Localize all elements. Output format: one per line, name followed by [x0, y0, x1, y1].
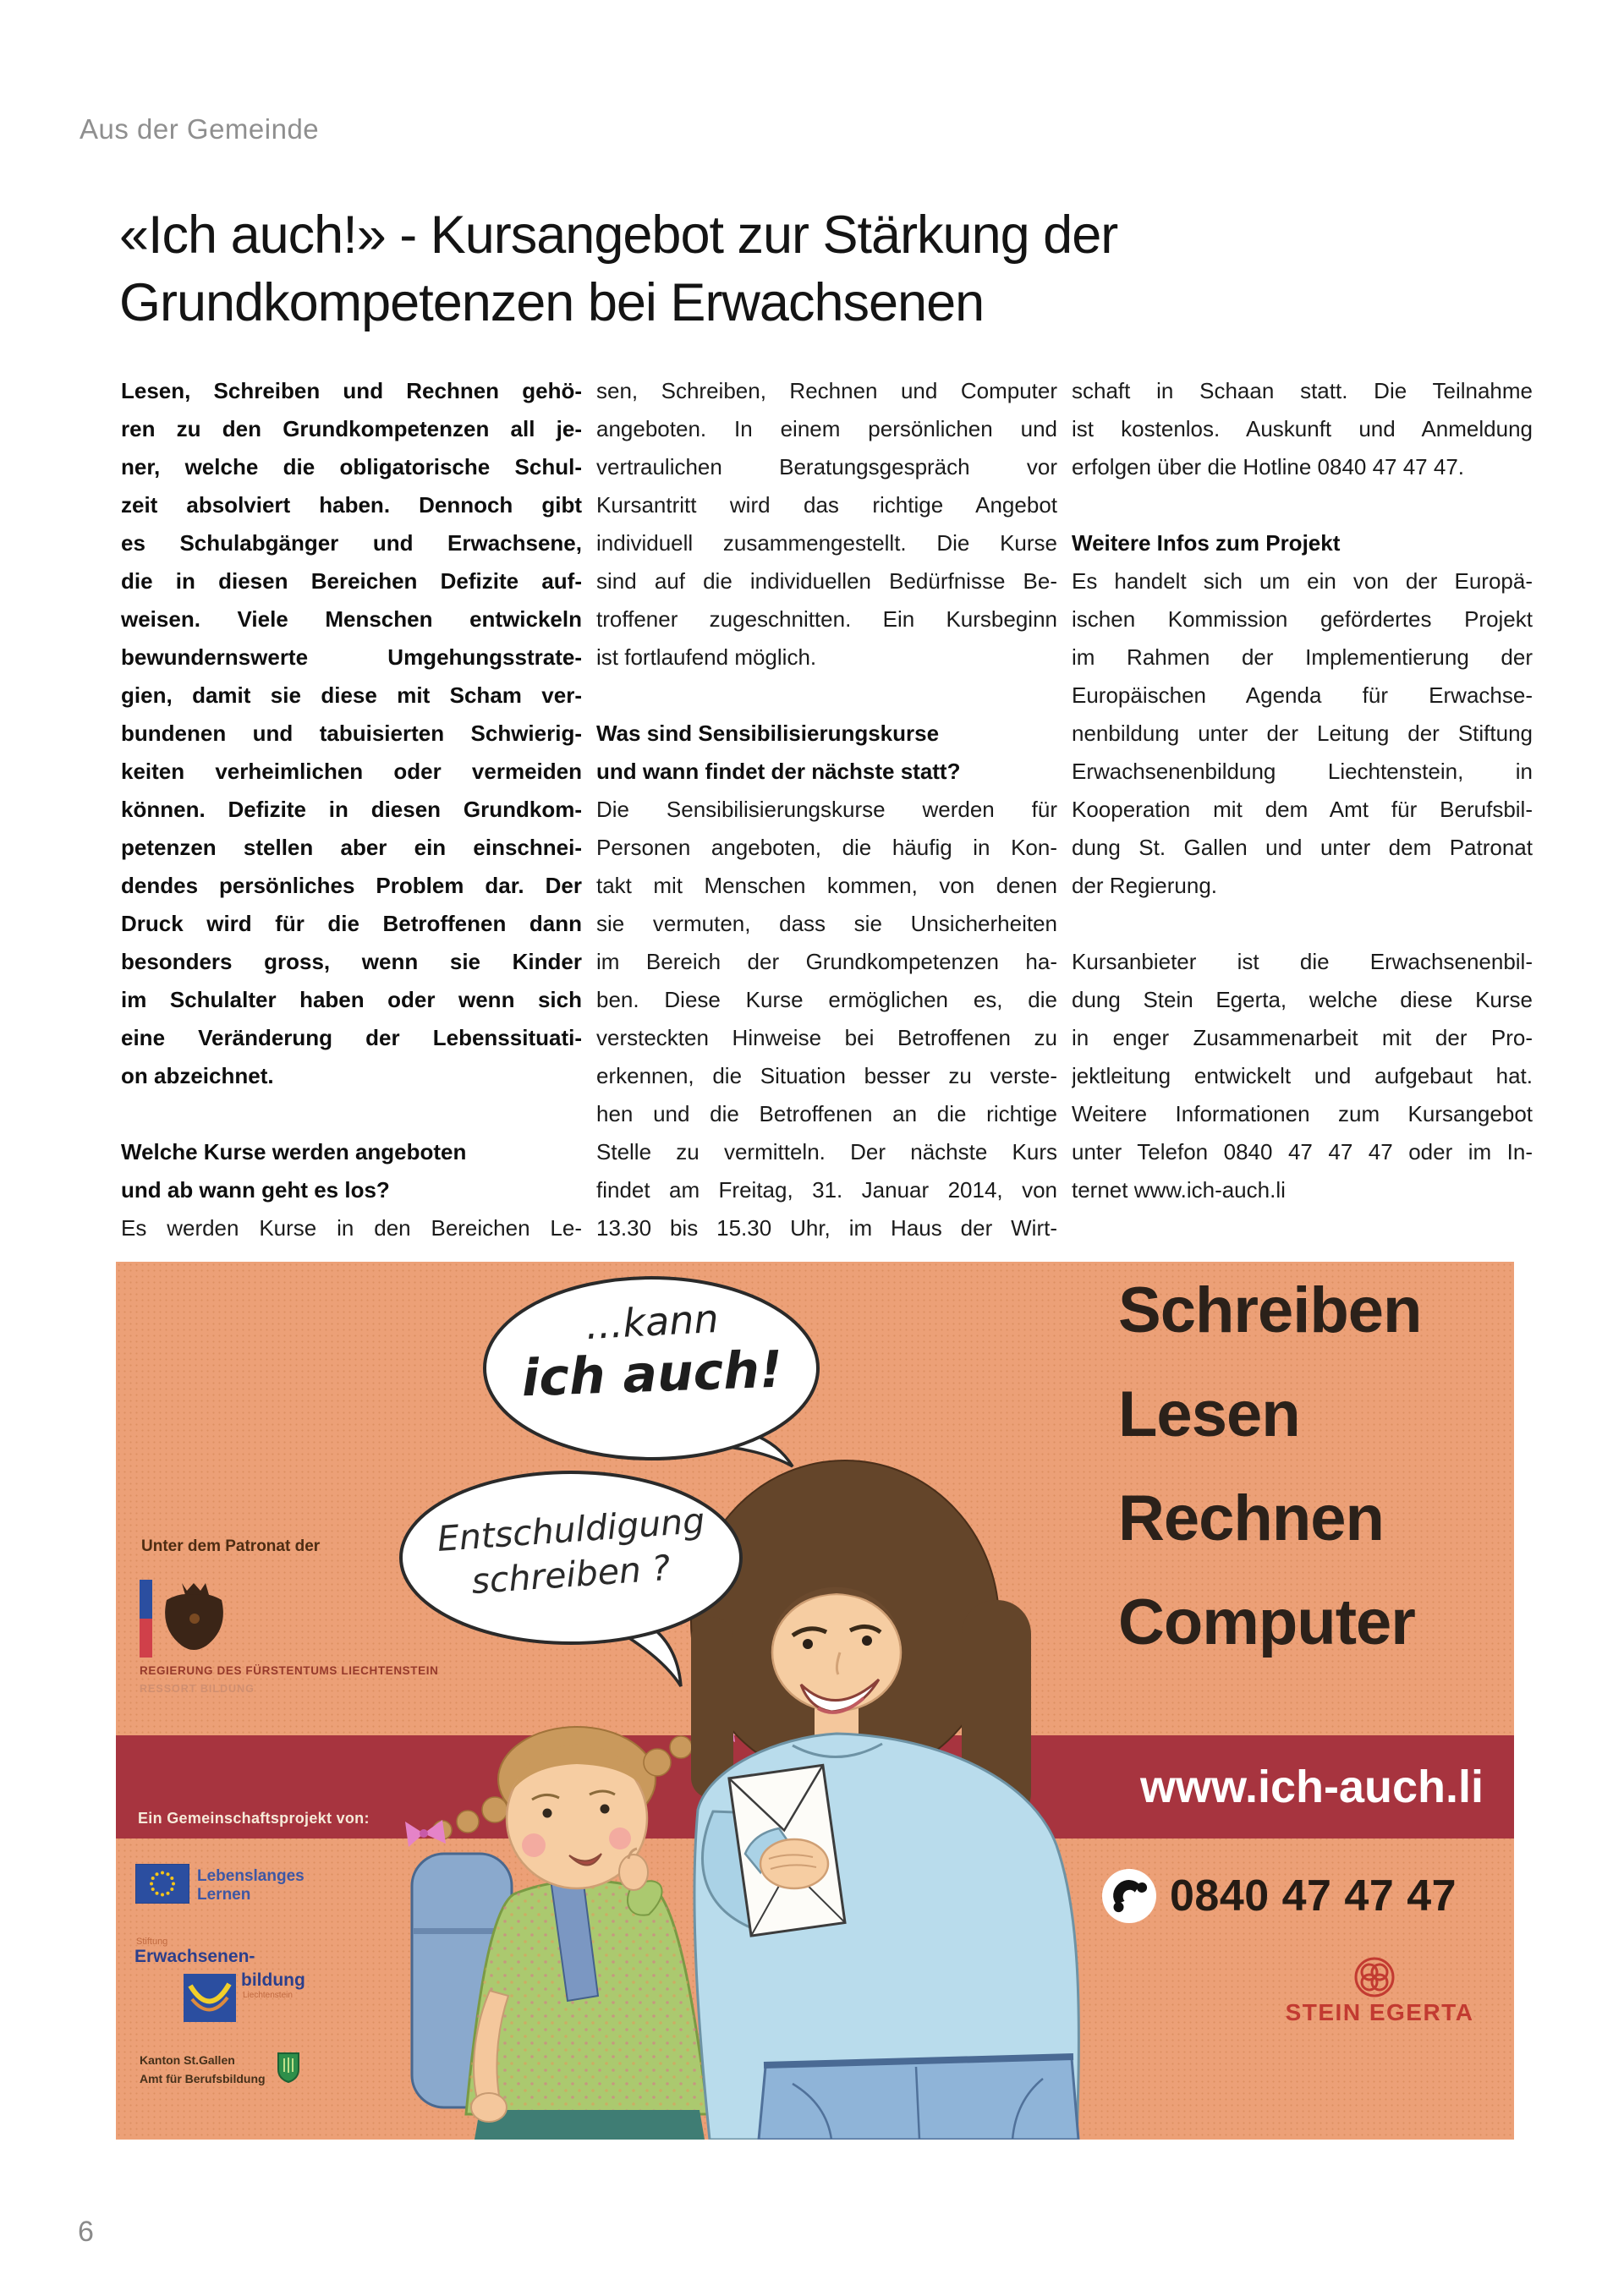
text-line: dung St. Gallen und unter dem Patronat — [1072, 835, 1533, 860]
text-line: Weitere Informationen zum Kursangebot — [1072, 1101, 1533, 1126]
text-line: 13.30 bis 15.30 Uhr, im Haus der Wirt- — [596, 1215, 1057, 1241]
article-title-line1: «Ich auch!» - Kursangebot zur Stärkung der — [119, 205, 1118, 265]
bubble2-text-line1: Entschuldigung — [436, 1500, 706, 1559]
paragraph — [121, 372, 582, 1095]
text-line: ben. Diese Kurse ermöglichen es, die — [596, 987, 1057, 1012]
text-line: ternet www.ich-auch.li — [1072, 1177, 1286, 1203]
text-line: ner, welche die obligatorische Schul- — [121, 454, 582, 479]
text-line: bewundernswerte Umgehungsstrate- — [121, 644, 582, 670]
text-line: unter Telefon 0840 47 47 47 oder im In- — [1072, 1139, 1533, 1164]
text-line: dendes persönliches Problem dar. Der — [121, 873, 582, 898]
eu-program-line1: Lebenslanges — [197, 1867, 304, 1885]
paragraph-heading — [596, 715, 1057, 791]
text-line: takt mit Menschen kommen, von denen — [596, 873, 1057, 898]
text-line: der Regierung. — [1072, 873, 1217, 898]
kanton-line1: Kanton St.Gallen — [140, 2053, 235, 2067]
paragraph — [596, 791, 1057, 1247]
erwachsenenbildung-line2: bildung — [241, 1970, 305, 1990]
stein-egerta-knot-icon — [1352, 1955, 1396, 1999]
text-line: Erwachsenenbildung Liechtenstein, in — [1072, 759, 1533, 784]
kanton-line2: Amt für Berufsbildung — [140, 2072, 266, 2085]
stiftung-label: Stiftung — [136, 1937, 168, 1947]
text-line: Die Sensibilisierungskurse werden für — [596, 797, 1057, 822]
skill-schreiben: Schreiben — [1118, 1274, 1422, 1346]
phone-icon — [1100, 1867, 1158, 1925]
government-line2: RESSORT BILDUNG — [140, 1683, 255, 1695]
text-line: und ab wann geht es los? — [121, 1177, 390, 1203]
text-line: Kursantritt wird das richtige Angebot — [596, 492, 1057, 518]
text-line: Personen angeboten, die häufig in Kon- — [596, 835, 1057, 860]
text-line: findet am Freitag, 31. Januar 2014, von — [596, 1177, 1057, 1203]
website-url: www.ich-auch.li — [1139, 1762, 1484, 1812]
text-line: hen und die Betroffenen an die richtige — [596, 1101, 1057, 1126]
text-line: troffener zugeschnitten. Ein Kursbeginn — [596, 606, 1057, 632]
liechtenstein-flag-bar — [140, 1580, 152, 1658]
text-line: erfolgen über die Hotline 0840 47 47 47. — [1072, 454, 1465, 479]
text-line: petenzen stellen aber ein einschnei- — [121, 835, 582, 860]
text-line: sie vermuten, dass sie Unsicherheiten — [596, 911, 1057, 936]
paragraph — [1072, 943, 1533, 1209]
article-title-line2: Grundkompetenzen bei Erwachsenen — [119, 273, 985, 332]
erwachsenenbildung-line1: Erwachsenen- — [134, 1947, 255, 1966]
text-line: Kursanbieter ist die Erwachsenenbil- — [1072, 949, 1533, 974]
text-line: eine Veränderung der Lebenssituati- — [121, 1025, 582, 1050]
text-line: Stelle zu vermitteln. Der nächste Kurs — [596, 1139, 1057, 1164]
text-line: bundenen und tabuisierten Schwierig- — [121, 721, 582, 746]
text-line: ist fortlaufend möglich. — [596, 644, 817, 670]
kanton-shield-icon — [277, 2052, 300, 2084]
text-line: angeboten. In einem persönlichen und — [596, 416, 1057, 441]
paragraph — [121, 1209, 582, 1247]
advertisement-ich-auch — [116, 1262, 1514, 2140]
text-line: ist kostenlos. Auskunft und Anmeldung — [1072, 416, 1533, 441]
text-line: Europäischen Agenda für Erwachse- — [1072, 682, 1533, 708]
text-line: weisen. Viele Menschen entwickeln — [121, 606, 582, 632]
text-line: und wann findet der nächste statt? — [596, 759, 961, 784]
text-line: sen, Schreiben, Rechnen und Computer — [596, 378, 1057, 403]
text-line: erkennen, die Situation besser zu verste- — [596, 1063, 1057, 1088]
text-line: die in diesen Bereichen Defizite auf- — [121, 568, 582, 594]
text-line: jektleitung entwickelt und aufgebaut hat. — [1072, 1063, 1533, 1088]
text-line: zeit absolviert haben. Dennoch gibt — [121, 492, 582, 518]
eu-flag-icon — [135, 1864, 189, 1904]
patronat-label: Unter dem Patronat der — [141, 1537, 321, 1555]
text-line: besonders gross, wenn sie Kinder — [121, 949, 582, 974]
text-line: vertraulichen Beratungsgespräch vor — [596, 454, 1057, 479]
text-line: im Rahmen der Implementierung der — [1072, 644, 1533, 670]
erwachsenenbildung-line3: Liechtenstein — [243, 1991, 293, 2000]
text-line: sind auf die individuellen Bedürfnisse Be- — [596, 568, 1057, 594]
text-line: ren zu den Grundkompetenzen all je- — [121, 416, 582, 441]
text-line: Es werden Kurse in den Bereichen Le- — [121, 1215, 582, 1241]
text-line: individuell zusammengestellt. Die Kurse — [596, 530, 1057, 556]
body-columns — [121, 372, 1533, 1247]
text-line: Es handelt sich um ein von der Europä- — [1072, 568, 1533, 594]
text-line: nenbildung unter der Leitung der Stiftung — [1072, 721, 1533, 746]
text-line: im Schulalter haben oder wenn sich — [121, 987, 582, 1012]
bubble1-text-line1: ...kann — [584, 1295, 720, 1349]
text-line: versteckten Hinweise bei Betroffenen zu — [596, 1025, 1057, 1050]
text-line: ischen Kommission gefördertes Projekt — [1072, 606, 1533, 632]
paragraph — [1072, 562, 1533, 905]
text-column-3 — [1072, 372, 1533, 1247]
text-line: Kooperation mit dem Amt für Berufsbil- — [1072, 797, 1533, 822]
text-line: gien, damit sie diese mit Scham ver- — [121, 682, 582, 708]
text-line: Was sind Sensibilisierungskurse — [596, 721, 940, 746]
section-kicker: Aus der Gemeinde — [80, 113, 320, 145]
text-line: Lesen, Schreiben und Rechnen gehö- — [121, 378, 582, 403]
text-line: können. Defizite in diesen Grundkom- — [121, 797, 582, 822]
article-title — [119, 201, 1117, 337]
text-line: Druck wird für die Betroffenen dann — [121, 911, 582, 936]
eu-program-line2: Lernen — [197, 1886, 251, 1904]
paragraph — [596, 372, 1057, 677]
bubble2-text-line2: schreiben ? — [469, 1547, 672, 1603]
skill-lesen: Lesen — [1118, 1378, 1300, 1450]
text-line: es Schulabgänger und Erwachsene, — [121, 530, 582, 556]
skill-computer: Computer — [1118, 1586, 1415, 1658]
text-line: on abzeichnet. — [121, 1063, 274, 1088]
project-label: Ein Gemeinschaftsprojekt von: — [138, 1810, 370, 1827]
stein-egerta-brand: STEIN EGERTA — [1285, 1999, 1474, 2025]
page-number: 6 — [78, 2216, 94, 2248]
paragraph — [1072, 372, 1533, 486]
text-line: keiten verheimlichen oder vermeiden — [121, 759, 582, 784]
paragraph-heading — [1072, 524, 1533, 562]
skill-rechnen: Rechnen — [1118, 1482, 1384, 1554]
phone-number: 0840 47 47 47 — [1170, 1871, 1457, 1921]
paragraph-heading — [121, 1133, 582, 1209]
text-line: Welche Kurse werden angeboten — [121, 1139, 467, 1164]
text-column-1 — [121, 372, 582, 1247]
erwachsenenbildung-logo-icon — [184, 1974, 236, 2022]
text-line: dung Stein Egerta, welche diese Kurse — [1072, 987, 1533, 1012]
text-column-2 — [596, 372, 1057, 1247]
government-line1: REGIERUNG DES FÜRSTENTUMS LIECHTENSTEIN — [140, 1664, 439, 1677]
text-line: im Bereich der Grundkompetenzen ha- — [596, 949, 1057, 974]
bubble1-text-line2: ich auch! — [520, 1340, 784, 1409]
text-line: Weitere Infos zum Projekt — [1072, 530, 1341, 556]
text-line: in enger Zusammenarbeit mit der Pro- — [1072, 1025, 1533, 1050]
text-line: schaft in Schaan statt. Die Teilnahme — [1072, 378, 1533, 403]
eu-program-label — [197, 1867, 304, 1904]
coat-of-arms-icon — [158, 1581, 230, 1659]
